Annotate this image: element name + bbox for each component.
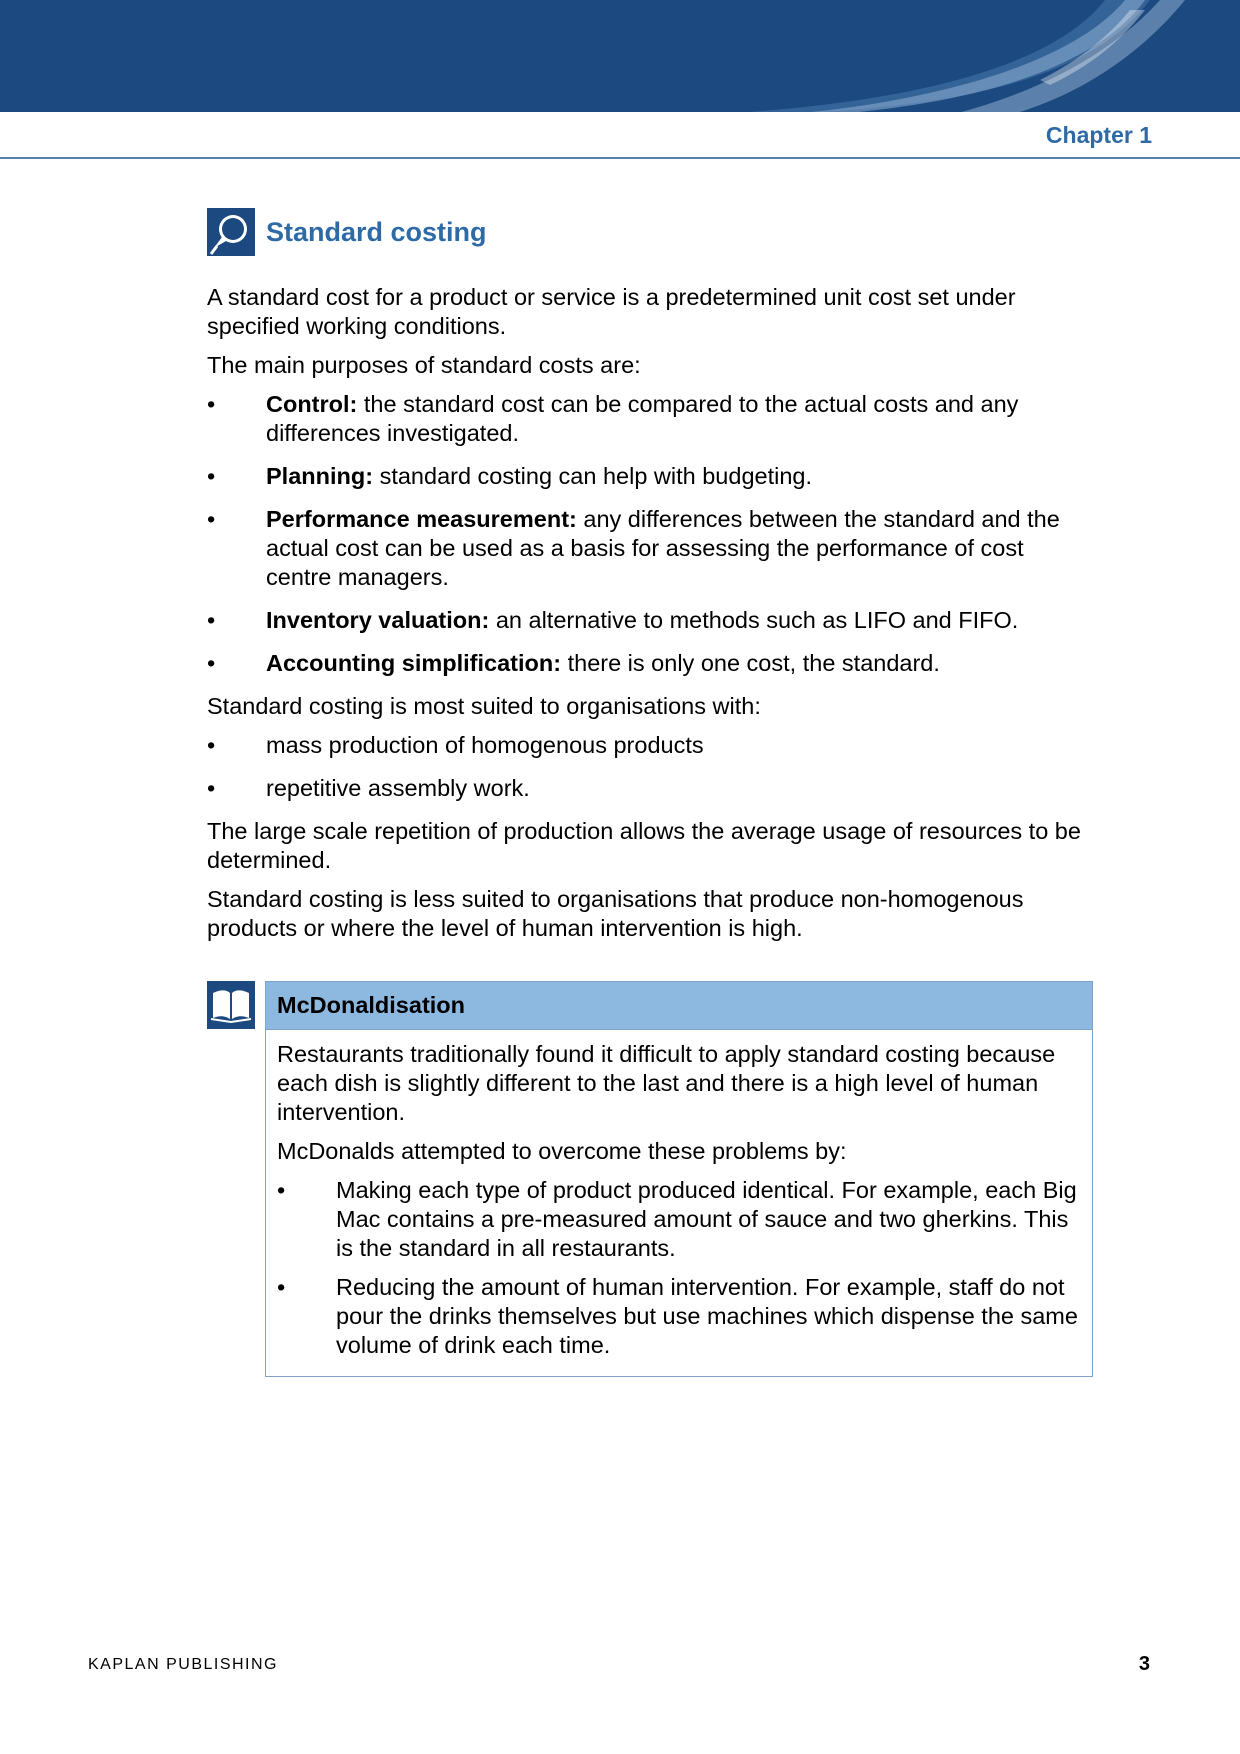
section-title: Standard costing (266, 216, 487, 247)
main-content (207, 207, 1087, 953)
purpose-term: Inventory valuation: (266, 607, 490, 633)
list-item: • mass production of homogenous products (207, 731, 1087, 760)
purposes-lead: The main purposes of standard costs are: (207, 352, 641, 378)
purpose-term: Performance measurement: (266, 506, 577, 532)
page-number: 3 (1138, 1653, 1150, 1675)
purpose-term: Planning: (266, 463, 374, 489)
purposes-list (207, 390, 1087, 678)
open-book-icon (207, 981, 255, 1029)
intro-paragraph: A standard cost for a product or service is a predetermined unit cost set under specified working conditions. (207, 284, 1016, 339)
list-item (207, 462, 1087, 491)
case-study-body (266, 1030, 1092, 1376)
header-divider (0, 157, 1240, 159)
less-suited-paragraph: Standard costing is less suited to organisations that produce non-homogenous products or where the level of human intervention is high. (207, 886, 1024, 941)
suited-list (207, 731, 1087, 803)
list-item: • Reducing the amount of human intervention. For example, staff do not pour the drinks themselves but use machines which dispense the same volume of drink each time. (277, 1273, 1082, 1360)
list-item: • repetitive assembly work. (207, 774, 1087, 803)
chapter-label: Chapter 1 (1045, 122, 1152, 148)
case-study-box (265, 981, 1093, 1377)
purpose-text: an alternative to methods such as LIFO and FIFO. (489, 607, 1019, 633)
publisher-label: KAPLAN PUBLISHING (88, 1656, 278, 1673)
section-heading (207, 207, 1087, 257)
purpose-text: standard costing can help with budgeting. (373, 463, 813, 489)
list-item (207, 505, 1087, 592)
repetition-paragraph: The large scale repetition of production allows the average usage of resources to be determined. (207, 818, 1081, 873)
case-list (277, 1176, 1082, 1360)
header-banner (0, 0, 1240, 115)
list-item (207, 606, 1087, 635)
purpose-text: the standard cost can be compared to the actual costs and any differences investigated. (266, 391, 1019, 446)
list-item: • Making each type of product produced identical. For example, each Big Mac contains a pre-measured amount of sauce and two gherkins. This is the standard in all restaurants. (277, 1176, 1082, 1263)
purpose-term: Control: (266, 391, 358, 417)
suited-lead: Standard costing is most suited to organisations with: (207, 693, 761, 719)
magnifier-speech-icon (207, 208, 255, 256)
list-item (207, 649, 1087, 678)
purpose-text: any differences between the standard and the actual cost can be used as a basis for assessing the performance of cost centre managers. (266, 506, 1060, 590)
case-paragraph: Restaurants traditionally found it difficult to apply standard costing because each dish is slightly different to the last and there is a high level of human intervention. (277, 1041, 1056, 1125)
case-paragraph: McDonalds attempted to overcome these problems by: (277, 1138, 847, 1164)
purpose-text: there is only one cost, the standard. (561, 650, 940, 676)
list-item (207, 390, 1087, 448)
case-study-title: McDonaldisation (266, 982, 1092, 1030)
purpose-term: Accounting simplification: (266, 650, 562, 676)
